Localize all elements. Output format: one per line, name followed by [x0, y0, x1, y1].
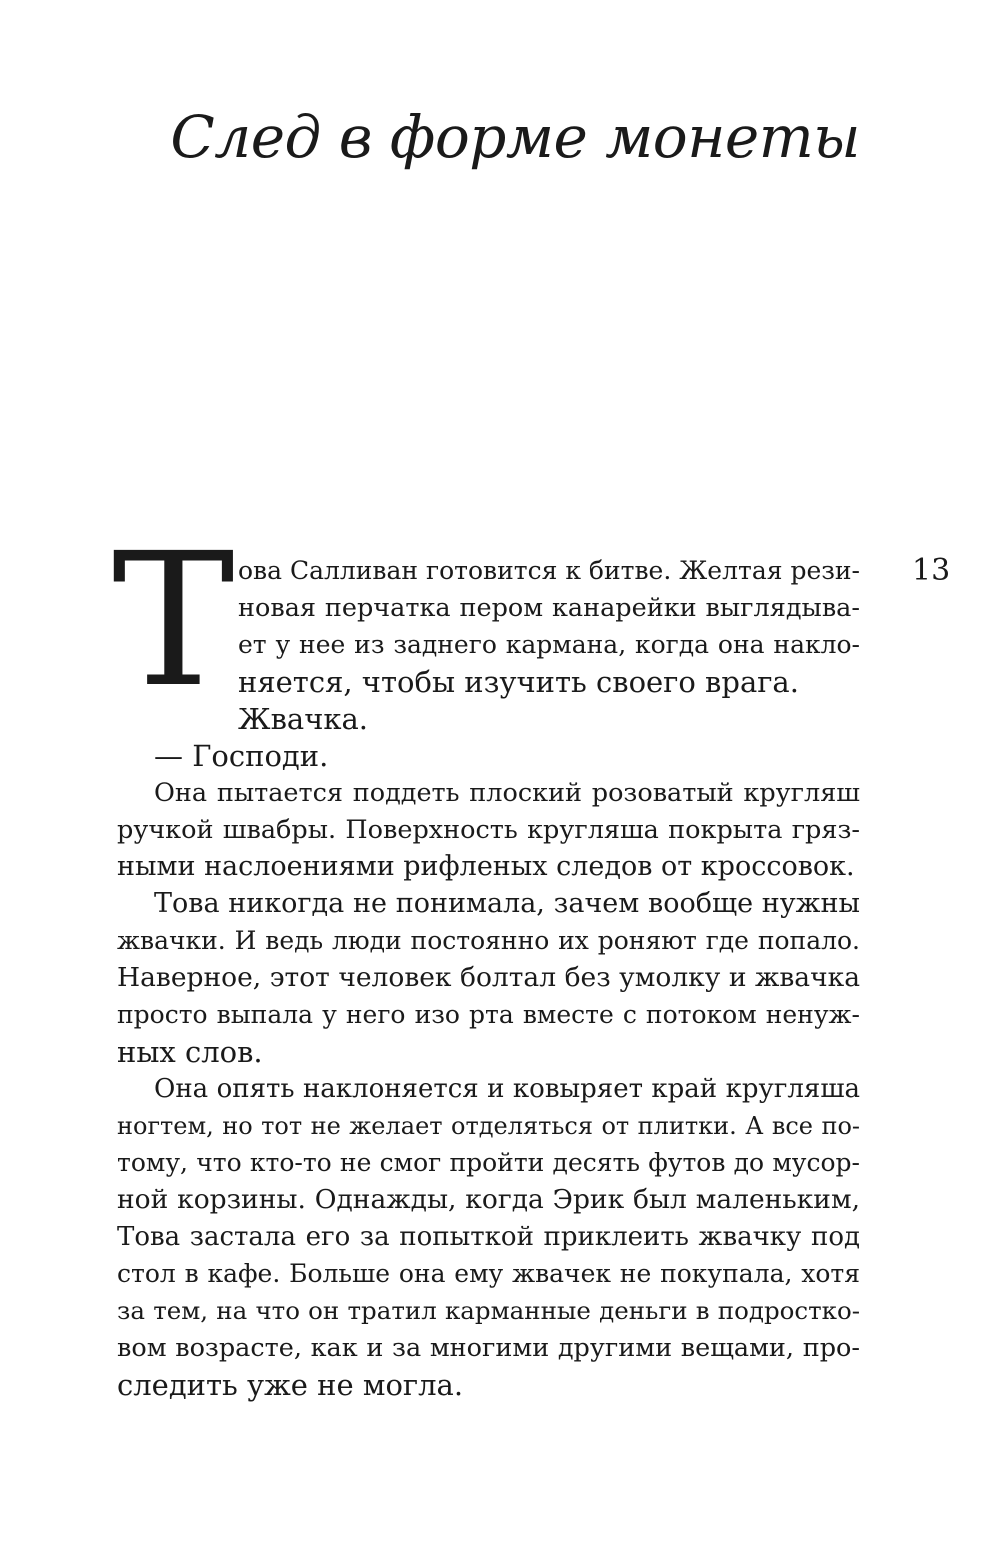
body-line: ет у нее из заднего кармана, когда она накло- [238, 630, 860, 659]
body-line: жвачки. И ведь люди постоянно их роняют где попало. [117, 926, 860, 955]
drop-cap: Т [112, 514, 235, 728]
body-line: ными наслоениями рифленых следов от кроссовок. [117, 851, 855, 882]
body-line: ручкой швабры. Поверхность кругляша покрыта гряз- [117, 815, 860, 845]
body-line: вом возрасте, как и за многими другими вещами, про- [117, 1333, 860, 1363]
body-line: новая перчатка пером канарейки выглядыва- [238, 593, 860, 623]
body-line: следить уже не могла. [117, 1368, 464, 1402]
body-line: няется, чтобы изучить своего врага. [238, 665, 799, 699]
body-line: Това застала его за попыткой приклеить жвачку под [117, 1222, 860, 1252]
chapter-title: След в форме монеты [170, 103, 860, 171]
body-line: Наверное, этот человек болтал без умолку и жвачка [117, 962, 860, 993]
body-line: ногтем, но тот не желает отделяться от плитки. А все по- [117, 1112, 860, 1140]
body-line: ова Салливан готовится к битве. Желтая рези- [238, 556, 860, 585]
body-line: Жвачка. [238, 702, 369, 736]
body-line: стол в кафе. Больше она ему жвачек не покупала, хотя [117, 1259, 860, 1288]
body-line: за тем, на что он тратил карманные деньги в подростко- [117, 1296, 860, 1325]
body-line: ной корзины. Однажды, когда Эрик был маленьким, [117, 1184, 860, 1215]
body-line: Она пытается поддеть плоский розоватый кругляш [154, 778, 860, 808]
page-number: 13 [912, 553, 951, 588]
body-line: просто выпала у него изо рта вместе с потоком ненуж- [117, 1000, 860, 1029]
body-line: Она опять наклоняется и ковыряет край кругляша [154, 1074, 860, 1104]
body-line: тому, что кто-то не смог пройти десять футов до мусор- [117, 1148, 860, 1177]
body-line: — Господи. [154, 739, 329, 773]
body-line: ных слов. [117, 1035, 263, 1069]
body-line: Това никогда не понимала, зачем вообще нужны [154, 888, 860, 919]
